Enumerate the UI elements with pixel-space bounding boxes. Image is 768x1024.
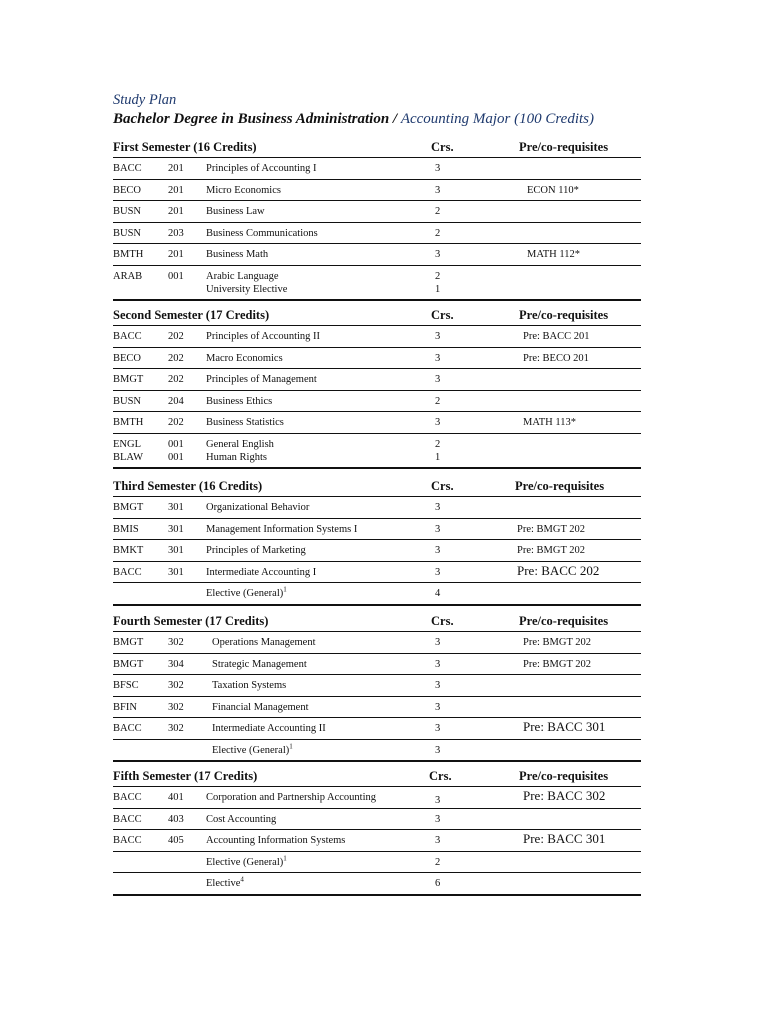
course-row [113,562,641,584]
course-prerequisite: Pre: BACC 301 [523,831,606,846]
course-credits: 3 [435,352,441,364]
course-number: 202 [168,374,184,385]
course-credits: 3 [435,184,441,196]
course-row [113,434,641,469]
course-number: 202 [168,352,184,364]
course-credits: 2 [435,438,441,450]
course-prerequisite: Pre: BMGT 202 [517,523,586,535]
course-row [113,852,641,874]
course-number: 301 [168,502,184,513]
course-number: 403 [168,813,184,825]
course-code: BMTH [113,249,144,260]
course-prerequisite: MATH 113* [523,417,576,428]
course-name: Business Math [206,249,269,260]
course-row [113,412,641,434]
course-name: Human Rights [206,451,267,463]
course-code: BFSC [113,680,139,691]
course-name: Principles of Accounting II [206,331,321,342]
course-number: 302 [168,680,184,691]
elective-label: Elective (General) [206,588,284,599]
semester-header [113,308,641,326]
course-code: BUSN [113,206,142,217]
course-row [113,873,641,896]
course-credits: 3 [435,249,441,260]
credits-column-header: Crs. [429,769,452,783]
course-name: Cost Accounting [206,813,277,825]
course-number: 301 [168,566,184,578]
course-number: 203 [168,227,184,239]
course-code: BACC [113,813,142,825]
course-name: Business Law [206,206,265,217]
semester-title: First Semester (16 Credits) [113,140,257,154]
course-row [113,654,641,676]
semester-1 [113,140,641,301]
semester-title: Fourth Semester (17 Credits) [113,614,269,628]
course-row [113,809,641,831]
course-name: Organizational Behavior [206,502,310,513]
course-number: 001 [168,270,184,282]
course-row [113,326,641,348]
course-number: 202 [168,331,184,342]
course-code: BMTH [113,417,144,428]
course-row [113,223,641,245]
course-code: BACC [113,792,142,803]
course-credits: 3 [435,374,441,385]
footnote-marker: 1 [283,585,287,594]
course-credits: 3 [435,723,441,734]
semester-header [113,769,641,787]
course-credits: 4 [435,588,441,599]
credits-column-header: Crs. [431,140,454,154]
course-row [113,369,641,391]
course-row [113,830,641,852]
course-code: BACC [113,723,142,734]
course-name: General English [206,438,274,450]
course-prerequisite: Pre: BECO 201 [523,352,589,364]
course-name [206,587,287,600]
course-row [113,740,641,763]
course-prerequisite: MATH 112* [527,249,580,260]
course-row [113,540,641,562]
course-name: Management Information Systems I [206,523,358,535]
course-name [206,856,287,869]
course-name: Business Ethics [206,395,273,407]
course-number: 304 [168,658,184,670]
course-credits: 3 [435,701,441,713]
course-credits: 3 [435,680,441,691]
course-row [113,519,641,541]
course-name: University Elective [206,283,288,295]
course-name: Arabic Language [206,270,279,282]
course-row [113,391,641,413]
course-number: 301 [168,545,184,556]
semester-5 [113,769,641,896]
course-credits: 2 [435,395,441,407]
course-code: BUSN [113,227,142,239]
course-prerequisite: Pre: BACC 302 [523,788,606,803]
course-name: Macro Economics [206,352,283,364]
course-credits: 2 [435,856,441,868]
course-credits: 3 [435,523,441,535]
course-prerequisite: Pre: BACC 202 [517,562,600,578]
course-credits: 3 [435,502,441,513]
semester-title: Second Semester (17 Credits) [113,308,270,322]
course-credits: 2 [435,206,441,217]
course-number: 302 [168,701,184,713]
prerequisites-column-header: Pre/co-requisites [519,614,609,628]
course-number: 405 [168,835,184,846]
course-name: Accounting Information Systems [206,835,346,846]
course-name: Principles of Accounting I [206,163,317,174]
course-name: Corporation and Partnership Accounting [206,792,377,803]
course-code: BECO [113,184,142,196]
course-credits: 3 [435,744,441,756]
elective-label: Elective (General) [206,856,284,868]
course-row [113,348,641,370]
course-row [113,697,641,719]
course-prerequisite: Pre: BMGT 202 [517,545,586,556]
course-name: Taxation Systems [212,680,287,691]
course-name: Principles of Management [206,374,317,385]
prerequisites-column-header: Pre/co-requisites [519,308,609,322]
document-title: Study Plan [113,92,177,108]
course-number: 202 [168,417,184,428]
semester-header [113,614,641,632]
course-credits: 3 [435,813,441,825]
course-code: BMIS [113,523,139,535]
course-credits: 2 [435,270,441,282]
course-code: BECO [113,352,142,364]
course-credits: 3 [435,795,441,806]
semester-header [113,479,641,497]
course-row [113,675,641,697]
course-credits: 3 [435,658,441,670]
course-number: 401 [168,792,184,803]
course-prerequisite: Pre: BACC 201 [523,331,590,342]
course-code: BMGT [113,658,144,670]
course-name: Strategic Management [212,658,307,670]
footnote-marker: 4 [240,875,244,884]
course-row [113,266,641,301]
course-code: BLAW [113,451,144,463]
course-credits: 1 [435,451,441,463]
semester-title: Fifth Semester (17 Credits) [113,769,258,783]
course-name: Business Communications [206,227,318,239]
course-row [113,718,641,740]
course-name [206,877,244,890]
course-name: Principles of Marketing [206,545,306,556]
course-prerequisite: Pre: BACC 301 [523,719,606,734]
footnote-marker: 1 [283,854,287,862]
credits-column-header: Crs. [431,308,454,322]
course-row [113,583,641,606]
course-number: 201 [168,163,184,174]
course-code: BACC [113,163,142,174]
course-name: Intermediate Accounting I [206,566,317,578]
course-code: BMGT [113,637,144,648]
semester-2 [113,308,641,469]
course-row [113,180,641,202]
course-credits: 3 [435,163,441,174]
course-credits: 3 [435,417,441,428]
course-row [113,632,641,654]
prerequisites-column-header: Pre/co-requisites [515,479,605,493]
course-code: ARAB [113,270,143,282]
course-number: 201 [168,249,184,260]
course-name: Intermediate Accounting II [212,723,326,734]
course-row [113,244,641,266]
course-credits: 3 [435,835,441,846]
elective-label: Elective [206,878,241,889]
prerequisites-column-header: Pre/co-requisites [519,140,609,154]
course-row [113,201,641,223]
course-credits: 3 [435,566,441,578]
course-credits: 2 [435,227,441,239]
semester-3 [113,479,641,606]
course-number: 302 [168,723,184,734]
course-number: 001 [168,451,184,463]
course-number: 001 [168,438,184,450]
credits-column-header: Crs. [431,479,454,493]
semester-header [113,140,641,158]
course-row [113,787,641,809]
course-code: BUSN [113,395,142,407]
course-credits: 3 [435,637,441,648]
course-name: Business Statistics [206,417,284,428]
course-number: 201 [168,206,184,217]
course-name: Operations Management [212,637,316,648]
course-row [113,497,641,519]
course-credits: 6 [435,878,441,889]
course-code: BFIN [113,701,137,713]
document-subtitle [113,111,594,128]
course-name: Financial Management [212,701,309,713]
course-name [212,744,293,757]
footnote-marker: 1 [289,742,293,750]
course-prerequisite: Pre: BMGT 202 [523,658,592,670]
semester-title: Third Semester (16 Credits) [113,479,263,493]
course-number: 204 [168,395,184,407]
course-code: BMGT [113,374,144,385]
course-credits: 1 [435,283,441,295]
course-code: ENGL [113,438,141,450]
course-code: BACC [113,835,142,846]
subtitle-major: Accounting Major (100 Credits) [400,111,594,127]
semester-4 [113,614,641,762]
prerequisites-column-header: Pre/co-requisites [519,769,609,783]
course-code: BACC [113,331,142,342]
course-code: BACC [113,566,142,578]
course-number: 201 [168,184,184,196]
course-number: 301 [168,523,184,535]
elective-label: Elective (General) [212,744,290,756]
subtitle-degree: Bachelor Degree in Business Administration / [113,111,401,127]
credits-column-header: Crs. [431,614,454,628]
course-credits: 3 [435,545,441,556]
course-credits: 3 [435,331,441,342]
course-name: Micro Economics [206,184,281,196]
course-prerequisite: ECON 110* [527,184,579,196]
course-code: BMKT [113,545,144,556]
course-row [113,158,641,180]
course-number: 302 [168,637,184,648]
course-prerequisite: Pre: BMGT 202 [523,637,592,648]
course-code: BMGT [113,502,144,513]
